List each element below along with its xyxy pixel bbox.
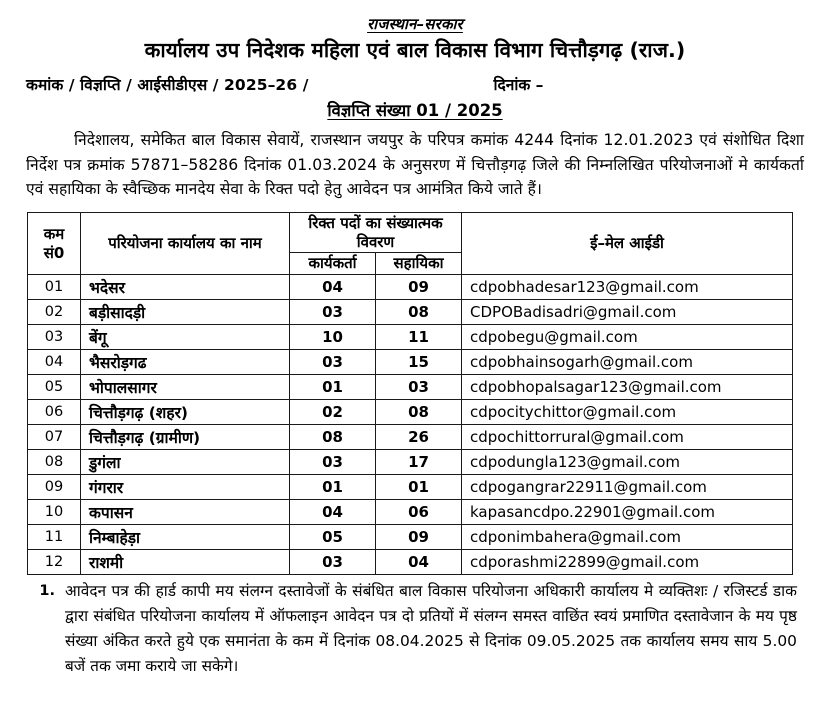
cell-helper: 03 <box>376 375 462 400</box>
table-head <box>28 212 793 274</box>
cell-worker: 04 <box>290 500 376 525</box>
cell-helper: 15 <box>376 350 462 375</box>
header-sno <box>28 212 81 274</box>
cell-email: cdpobhadesar123@gmail.com <box>462 275 793 300</box>
table-header-row-1 <box>28 212 793 253</box>
cell-sno: 08 <box>28 450 81 475</box>
cell-worker: 03 <box>290 300 376 325</box>
cell-sno: 07 <box>28 425 81 450</box>
reference-number: कमांक / विज्ञप्ति / आईसीडीएस / 2025–26 / <box>26 75 309 94</box>
cell-project: डुगंला <box>81 450 290 475</box>
intro-paragraph: निदेशालय, समेकित बाल विकास सेवायें, राजस्थान जयपुर के परिपत्र कमांक 4244 दिनांक 12.01.2023 एवं संशोधित दिशा निर्देश पत्र क्रमांक 57871–58286 दिनांक 01.03.2024 के अनुसरण में चित्तौड़गढ़ जिले की निम्नलिखित परियोजनाओं मे कार्यकर्ता एवं सहायिका के स्वैच्छिक मानदेय सेवा के रिक्त पदो हेतु आवेदन पत्र आमंत्रित किये जाते हैं। <box>26 131 804 199</box>
header-project-office-name: परियोजना कार्यालय का नाम <box>81 212 290 274</box>
table-row <box>28 425 793 450</box>
cell-sno: 11 <box>28 525 81 550</box>
table-row <box>28 400 793 425</box>
government-line-text: राजस्थान–सरकार <box>367 15 463 33</box>
notice-number <box>0 100 830 120</box>
cell-helper: 09 <box>376 275 462 300</box>
cell-sno: 06 <box>28 400 81 425</box>
cell-sno: 12 <box>28 550 81 575</box>
cell-worker: 01 <box>290 375 376 400</box>
cell-helper: 08 <box>376 300 462 325</box>
cell-email: kapasancdpo.22901@gmail.com <box>462 500 793 525</box>
table-row <box>28 550 793 575</box>
date-label: दिनांक – <box>493 75 544 94</box>
cell-sno: 10 <box>28 500 81 525</box>
cell-worker: 03 <box>290 550 376 575</box>
header-helper: सहायिका <box>376 253 462 275</box>
header-email: ई–मेल आईडी <box>462 212 793 274</box>
cell-worker: 01 <box>290 475 376 500</box>
header-vacancy-group: रिक्त पदों का संख्यात्मक विवरण <box>290 212 462 253</box>
vacancy-table <box>27 212 793 575</box>
cell-sno: 04 <box>28 350 81 375</box>
cell-email: cdponimbahera@gmail.com <box>462 525 793 550</box>
cell-worker: 10 <box>290 325 376 350</box>
cell-email: CDPOBadisadri@gmail.com <box>462 300 793 325</box>
cell-project: निम्बाहेड़ा <box>81 525 290 550</box>
cell-helper: 08 <box>376 400 462 425</box>
table-row <box>28 275 793 300</box>
cell-project: बड़ीसादड़ी <box>81 300 290 325</box>
table-row <box>28 350 793 375</box>
cell-email: cdpogangrar22911@gmail.com <box>462 475 793 500</box>
cell-helper: 06 <box>376 500 462 525</box>
cell-worker: 08 <box>290 425 376 450</box>
notice-number-text: विज्ञप्ति संख्या 01 / 2025 <box>327 100 503 120</box>
cell-sno: 09 <box>28 475 81 500</box>
cell-project: चित्तौड़गढ़ (ग्रामीण) <box>81 425 290 450</box>
cell-helper: 01 <box>376 475 462 500</box>
cell-worker: 02 <box>290 400 376 425</box>
table-row <box>28 450 793 475</box>
cell-sno: 02 <box>28 300 81 325</box>
header-worker: कार्यकर्ता <box>290 253 376 275</box>
note-text: आवेदन पत्र की हार्ड कापी मय संलग्न दस्तावेजों के संबंधित बाल विकास परियोजना अधिकारी कार्यालय मे व्यक्तिशः / रजिस्टर्ड डाक द्वारा संबंधित परियोजना कार्यालय में ऑफलाइन आवेदन पत्र दो प्रतियों में संलग्न समस्त वाछिंत स्वयं प्रमाणित दस्तावेजान के मय पृष्ठ संख्या अंकित करते हुये एक समानंता के कम में दिनांक 08.04.2025 से दिनांक 09.05.2025 तक कार्यालय समय साय 5.00 बजें तक जमा कराये जा सकेगे। <box>65 582 797 676</box>
table-row <box>28 300 793 325</box>
table-row <box>28 325 793 350</box>
cell-helper: 04 <box>376 550 462 575</box>
document-page <box>0 16 830 710</box>
cell-email: cdpochittorrural@gmail.com <box>462 425 793 450</box>
cell-email: cdpobhopalsagar123@gmail.com <box>462 375 793 400</box>
cell-email: cdpocitychittor@gmail.com <box>462 400 793 425</box>
list-item <box>27 579 797 679</box>
cell-worker: 04 <box>290 275 376 300</box>
header-sno-line1: कम <box>43 224 65 243</box>
government-line <box>0 16 830 32</box>
cell-project: भैसरोड़गढ <box>81 350 290 375</box>
notes-list <box>27 579 797 679</box>
cell-project: भोपालसागर <box>81 375 290 400</box>
header-sno-line2: सं0 <box>43 243 65 262</box>
cell-project: गंगरार <box>81 475 290 500</box>
cell-project: कपासन <box>81 500 290 525</box>
note-number: 1. <box>39 583 55 600</box>
table-row <box>28 475 793 500</box>
office-title: कार्यालय उप निदेशक महिला एवं बाल विकास विभाग चित्तौड़गढ़ (राज.) <box>144 38 686 62</box>
cell-helper: 11 <box>376 325 462 350</box>
cell-email: cdpobegu@gmail.com <box>462 325 793 350</box>
table-row <box>28 375 793 400</box>
cell-project: बेंगू <box>81 325 290 350</box>
cell-worker: 05 <box>290 525 376 550</box>
cell-sno: 05 <box>28 375 81 400</box>
cell-sno: 03 <box>28 325 81 350</box>
cell-helper: 26 <box>376 425 462 450</box>
cell-sno: 01 <box>28 275 81 300</box>
cell-worker: 03 <box>290 450 376 475</box>
cell-email: cdpodungla123@gmail.com <box>462 450 793 475</box>
reference-row <box>0 73 830 95</box>
cell-helper: 17 <box>376 450 462 475</box>
cell-email: cdporashmi22899@gmail.com <box>462 550 793 575</box>
cell-worker: 03 <box>290 350 376 375</box>
vacancy-table-wrapper <box>27 212 793 575</box>
table-body <box>28 275 793 575</box>
cell-project: भदेसर <box>81 275 290 300</box>
cell-project: राशमी <box>81 550 290 575</box>
cell-project: चित्तौड़गढ़ (शहर) <box>81 400 290 425</box>
cell-helper: 09 <box>376 525 462 550</box>
table-row <box>28 525 793 550</box>
table-row <box>28 500 793 525</box>
cell-email: cdpobhainsogarh@gmail.com <box>462 350 793 375</box>
